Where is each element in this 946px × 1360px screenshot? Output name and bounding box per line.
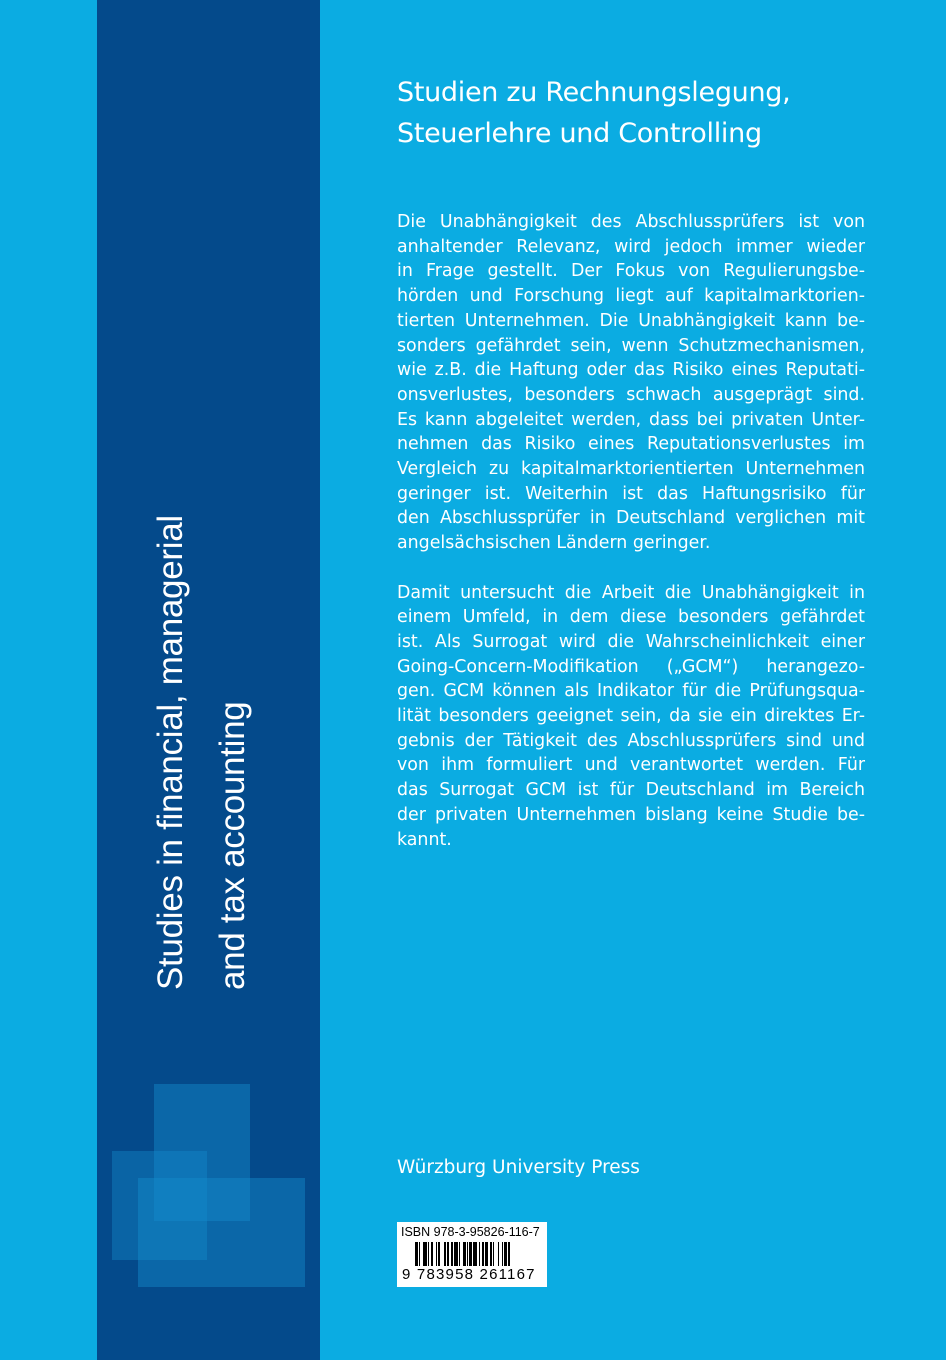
blurb-line: tierten Unternehmen. Die Unabhängigkeit kann be- xyxy=(397,310,865,331)
title-line: Studien zu Rechnungslegung, xyxy=(397,77,791,108)
series-title-line: Studies in financial, managerial xyxy=(151,515,190,990)
title-line: Steuerlehre und Controlling xyxy=(397,118,762,149)
blurb-paragraph xyxy=(397,581,865,853)
blurb-line: sonders gefährdet sein, wenn Schutzmechanismen, xyxy=(397,335,865,356)
series-title-line: and tax accounting xyxy=(213,701,252,990)
blurb-line: gen. GCM können als Indikator für die Prüfungsqua- xyxy=(397,681,865,702)
blurb-line: Damit untersucht die Arbeit die Unabhängigkeit in xyxy=(397,582,865,603)
decorative-square xyxy=(138,1178,305,1287)
isbn-label: ISBN 978-3-95826-116-7 xyxy=(401,1225,540,1239)
blurb-line: hörden und Forschung liegt auf kapitalmarktorien- xyxy=(397,286,865,307)
blurb-line: Die Unabhängigkeit des Abschlussprüfers ist von xyxy=(397,212,865,232)
blurb-line: in Frage gestellt. Der Fokus von Regulierungsbe- xyxy=(397,261,865,282)
blurb-line: onsverlustes, besonders schwach ausgeprägt sind. xyxy=(397,384,865,405)
series-title xyxy=(140,515,264,990)
blurb-line: Vergleich zu kapitalmarktorientierten Unternehmen xyxy=(397,459,865,480)
blurb-line: der privaten Unternehmen bislang keine Studie be- xyxy=(397,804,865,825)
blurb-line: den Abschlussprüfer in Deutschland verglichen mit xyxy=(397,508,865,529)
publisher: Würzburg University Press xyxy=(397,1157,640,1178)
blurb xyxy=(397,210,865,877)
isbn-barcode xyxy=(397,1222,547,1287)
blurb-line: anhaltender Relevanz, wird jedoch immer wieder xyxy=(397,236,865,257)
blurb-line: von ihm formuliert und verantwortet werden. Für xyxy=(397,755,865,776)
blurb-line: Going-Concern-Modifikation („GCM“) herangezo- xyxy=(397,656,865,677)
blurb-line: kannt. xyxy=(397,829,452,850)
isbn-digits xyxy=(401,1266,537,1283)
blurb-line: wie z.B. die Haftung oder das Risiko eines Reputati- xyxy=(397,360,865,381)
book-title xyxy=(397,72,790,154)
blurb-line: Es kann abgeleitet werden, dass bei privaten Unter- xyxy=(397,409,865,430)
blurb-line: lität besonders geeignet sein, da sie ein direktes Er- xyxy=(397,706,865,727)
isbn-digits-text: 9 783958 261167 xyxy=(402,1266,536,1283)
blurb-line: das Surrogat GCM ist für Deutschland im Bereich xyxy=(397,780,865,801)
blurb-line: geringer ist. Weiterhin ist das Haftungsrisiko für xyxy=(397,483,865,504)
blurb-line: nehmen das Risiko eines Reputationsverlustes im xyxy=(397,434,865,455)
blurb-line: gebnis der Tätigkeit des Abschlussprüfers sind und xyxy=(397,730,865,751)
blurb-line: ist. Als Surrogat wird die Wahrscheinlichkeit einer xyxy=(397,631,865,652)
blurb-paragraph xyxy=(397,210,865,556)
blurb-line: angelsächsischen Ländern geringer. xyxy=(397,533,711,554)
blurb-line: einem Umfeld, in dem diese besonders gefährdet xyxy=(397,607,865,628)
